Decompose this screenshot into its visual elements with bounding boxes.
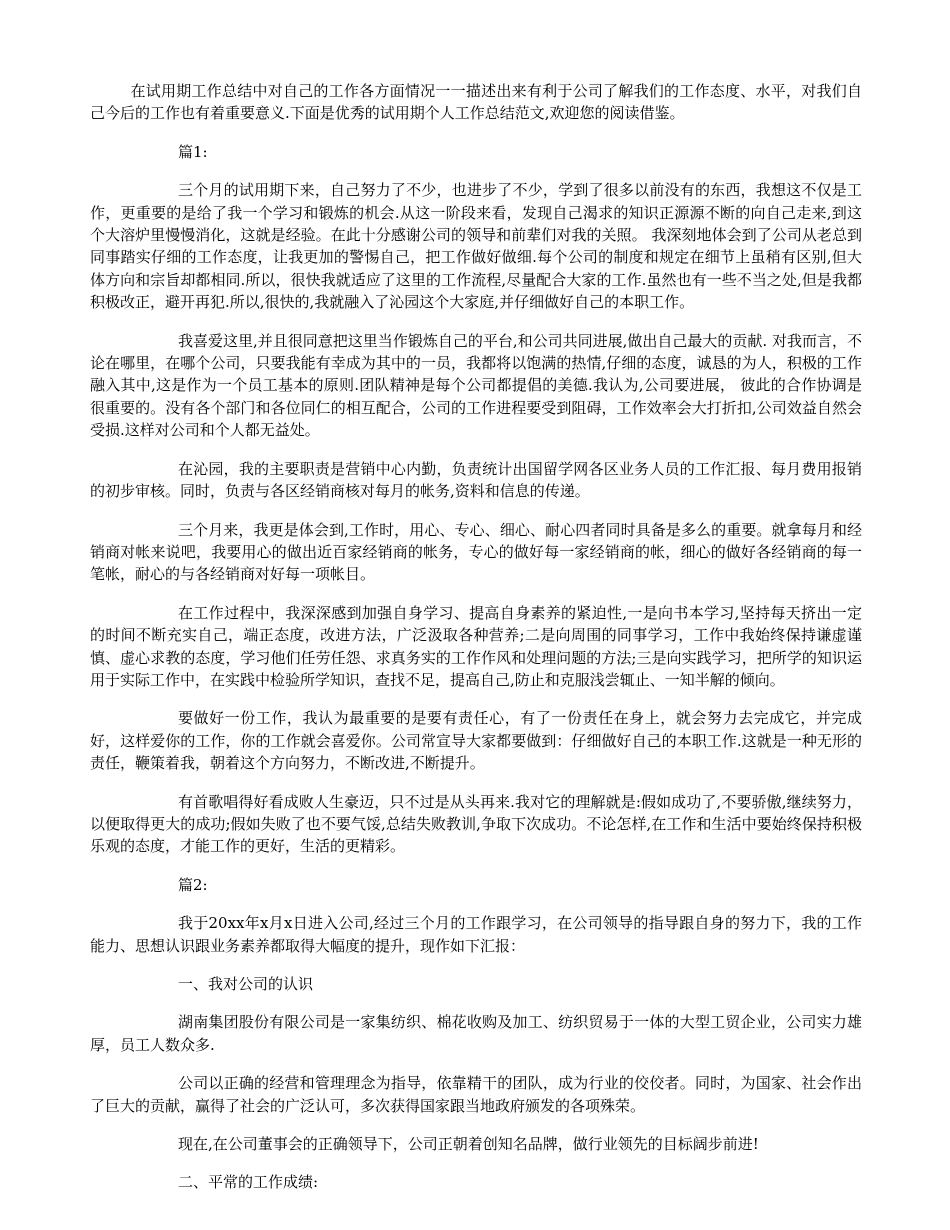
section1-paragraph: 在工作过程中，我深深感到加强自身学习、提高自身素养的紧迫性,一是向书本学习,坚持每天挤出一定的时间不断充实自己，端正态度，改进方法，广泛汲取各种营养;二是向周围的同事学习，工作中我始终保持谦虚谨慎、虚心求教的态度，学习他们任劳任怨、求真务实的工作作风和处理问题的方法;三是向实践学习，把所学的知识运用于实际工作中，在实践中检验所学知识，查找不足，提高自己,防止和克服浅尝辄止、一知半解的倾向。 — [90, 603, 862, 689]
section1-paragraph: 在沁园，我的主要职责是营销中心内勤，负责统计出国留学网各区业务人员的工作汇报、每月费用报销的初步审核。同时，负责与各区经销商核对每月的帐务,资料和信息的传递。 — [90, 459, 862, 501]
section1-paragraph: 有首歌唱得好看成败人生豪迈，只不过是从头再来.我对它的理解就是:假如成功了,不要骄傲,继续努力，以便取得更大的成功;假如失败了也不要气馁,总结失败教训,争取下次成功。不论怎样,在工作和生活中要始终保持积极乐观的态度，才能工作的更好，生活的更精彩。 — [90, 792, 862, 856]
section1-paragraph: 三个月的试用期下来，自己努力了不少，也进步了不少，学到了很多以前没有的东西，我想这不仅是工作，更重要的是给了我一个学习和锻炼的机会.从这一阶段来看，发现自己渴求的知识正源源不断的向自己走来,到这个大溶炉里慢慢消化，这就是经验。在此十分感谢公司的领导和前辈们对我的关照。 我深刻地体会到了公司从老总到同事踏实仔细的工作态度，让我更加的警惕自己，把工作做好做细.每个公司的制度和规定在细节上虽稍有区别,但大体方向和宗旨却都相同.所以，很快我就适应了这里的工作流程,尽量配合大家的工作.虽然也有一些不当之处,但是我都积极改正，避开再犯.所以,很快的,我就融入了沁园这个大家庭,并仔细做好自己的本职工作。 — [90, 181, 862, 312]
section1-paragraph: 三个月来，我更是体会到,工作时，用心、专心、细心、耐心四者同时具备是多么的重要。就拿每月和经销商对帐来说吧，我要用心的做出近百家经销商的帐务，专心的做好每一家经销商的帐，细心的做好各经销商的每一笔帐，耐心的与各经销商对好每一项帐目。 — [90, 520, 862, 584]
heading-work-results: 二、平常的工作成绩: — [178, 1173, 319, 1192]
section2-title: 篇2: — [178, 875, 208, 894]
section2-intro: 我于20xx年x月x日进入公司,经过三个月的工作跟学习，在公司领导的指导跟自身的努力下，我的工作能力、思想认识跟业务素养都取得大幅度的提升，现作如下汇报： — [90, 914, 862, 955]
section1-title: 篇1: — [178, 142, 208, 161]
intro-paragraph: 在试用期工作总结中对自己的工作各方面情况一一描述出来有利于公司了解我们的工作态度、水平，对我们自己今后的工作也有着重要意义.下面是优秀的试用期个人工作总结范文,欢迎您的阅读借鉴。 — [90, 82, 862, 123]
company-paragraph: 湖南集团股份有限公司是一家集纺织、棉花收购及加工、纺织贸易于一体的大型工贸企业，公司实力雄厚，员工人数众多. — [90, 1013, 862, 1054]
document-page — [90, 80, 862, 1210]
section1-paragraph: 要做好一份工作，我认为最重要的是要有责任心，有了一份责任在身上，就会努力去完成它，并完成好，这样爱你的工作，你的工作就会喜爱你。公司常宣导大家都要做到：仔细做好自己的本职工作.这就是一种无形的责任，鞭策着我，朝着这个方向努力，不断改进,不断提升。 — [90, 709, 862, 773]
company-paragraph: 公司以正确的经营和管理理念为指导，依靠精干的团队，成为行业的佼佼者。同时，为国家、社会作出了巨大的贡献，赢得了社会的广泛认可，多次获得国家跟当地政府颁发的各项殊荣。 — [90, 1074, 862, 1115]
company-paragraph: 现在,在公司董事会的正确领导下，公司正朝着创知名品牌，做行业领先的目标阔步前进! — [178, 1135, 759, 1154]
section1-paragraph: 我喜爱这里,并且很同意把这里当作锻炼自己的平台,和公司共同进展,做出自己最大的贡献. 对我而言，不论在哪里，在哪个公司，只要我能有幸成为其中的一员，我都将以饱满的热情,仔细的态度，诚恳的为人，积极的工作融入其中,这是作为一个员工基本的原则.团队精神是每个公司都提倡的美德.我认为,公司要进展， 彼此的合作协调是很重要的。没有各个部门和各位同仁的相互配合，公司的工作进程要受到阻碍，工作效率会大打折扣,公司效益自然会受损.这样对公司和个人都无益处。 — [90, 331, 862, 440]
heading-company-understanding: 一、我对公司的认识 — [178, 975, 314, 993]
